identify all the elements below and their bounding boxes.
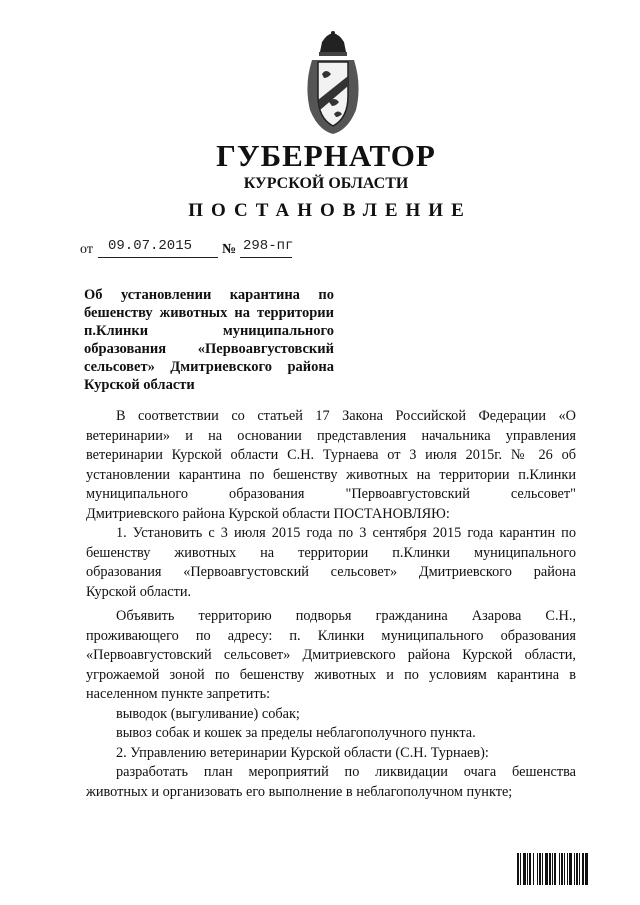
text-line: муниципального образования "Первоавгустовский сельсовет": [86, 486, 576, 502]
date-underline: [98, 257, 218, 258]
text-line: проживающего по адресу: п. Клинки муниципального образования: [86, 627, 576, 644]
ban-item: вывоз собак и кошек за пределы неблагополучного пункта.: [116, 725, 476, 741]
subject-line: Курской области: [84, 377, 195, 393]
text-line: установлении карантина по бешенству животных на территории п.Клинки: [86, 466, 576, 483]
text-line: В соответствии со статьей 17 Закона Российской Федерации «О: [116, 408, 576, 424]
item-2-heading: 2. Управлению ветеринарии Курской области (С.Н. Турнаев):: [116, 744, 489, 761]
text-line: Объявить территорию подворья гражданина Азарова С.Н.,: [116, 608, 576, 624]
text-line: животных и организовать его выполнение в неблагополучном пункте;: [86, 783, 513, 800]
number-label: №: [222, 242, 237, 257]
subject-line: сельсовет» Дмитриевского района: [84, 359, 334, 375]
declare-paragraph: [86, 607, 576, 705]
document-type: ПОСТАНОВЛЕНИЕ: [188, 200, 472, 221]
text-line: населенном пункте запретить:: [86, 686, 271, 702]
text-line: бешенству животных на территории п.Клинки муниципального: [86, 544, 576, 561]
preamble-paragraph: [86, 407, 576, 524]
text-line: Дмитриевского района Курской области ПОСТАНОВЛЯЮ:: [86, 505, 450, 522]
text-line: ветеринарии Курской области С.Н. Турнаева от 3 июля 2015г. № 26 об: [86, 447, 576, 463]
item-1-paragraph: [86, 524, 576, 602]
date-label: от: [80, 242, 93, 257]
text-line: разработать план мероприятий по ликвидации очага бешенства: [116, 764, 576, 780]
header-subtitle: КУРСКОЙ ОБЛАСТИ: [243, 175, 409, 192]
subject-line: образования «Первоавгустовский: [84, 341, 334, 357]
text-line: «Первоавгустовский сельсовет» Дмитриевского района Курской области,: [86, 647, 576, 663]
subject-line: п.Клинки муниципального: [84, 323, 334, 339]
ban-item: выводок (выгуливание) собак;: [116, 705, 300, 722]
decree-body: [86, 407, 576, 802]
number-underline: [240, 257, 292, 258]
barcode: [517, 853, 613, 885]
text-line: угрожаемой зоной по бешенству животных и по условиям карантина в: [86, 666, 576, 683]
coat-of-arms-icon: [298, 30, 368, 140]
decree-date: 09.07.2015: [108, 238, 193, 254]
subject-line: бешенству животных на территории: [84, 305, 334, 321]
text-line: образования «Первоавгустовский сельсовет» Дмитриевского района: [86, 564, 576, 580]
item-2-paragraph: [86, 763, 576, 802]
header-title: ГУБЕРНАТОР: [216, 138, 436, 173]
subject-line: Об установлении карантина по: [84, 287, 334, 303]
text-line: Курской области.: [86, 583, 192, 600]
decree-subject: [84, 286, 334, 394]
text-line: ветеринарии» и на основании представления начальника управления: [86, 427, 576, 444]
decree-meta: [80, 238, 320, 262]
text-line: 1. Установить с 3 июля 2015 года по 3 сентября 2015 года карантин по: [116, 525, 576, 541]
decree-number: 298-пг: [243, 238, 294, 254]
